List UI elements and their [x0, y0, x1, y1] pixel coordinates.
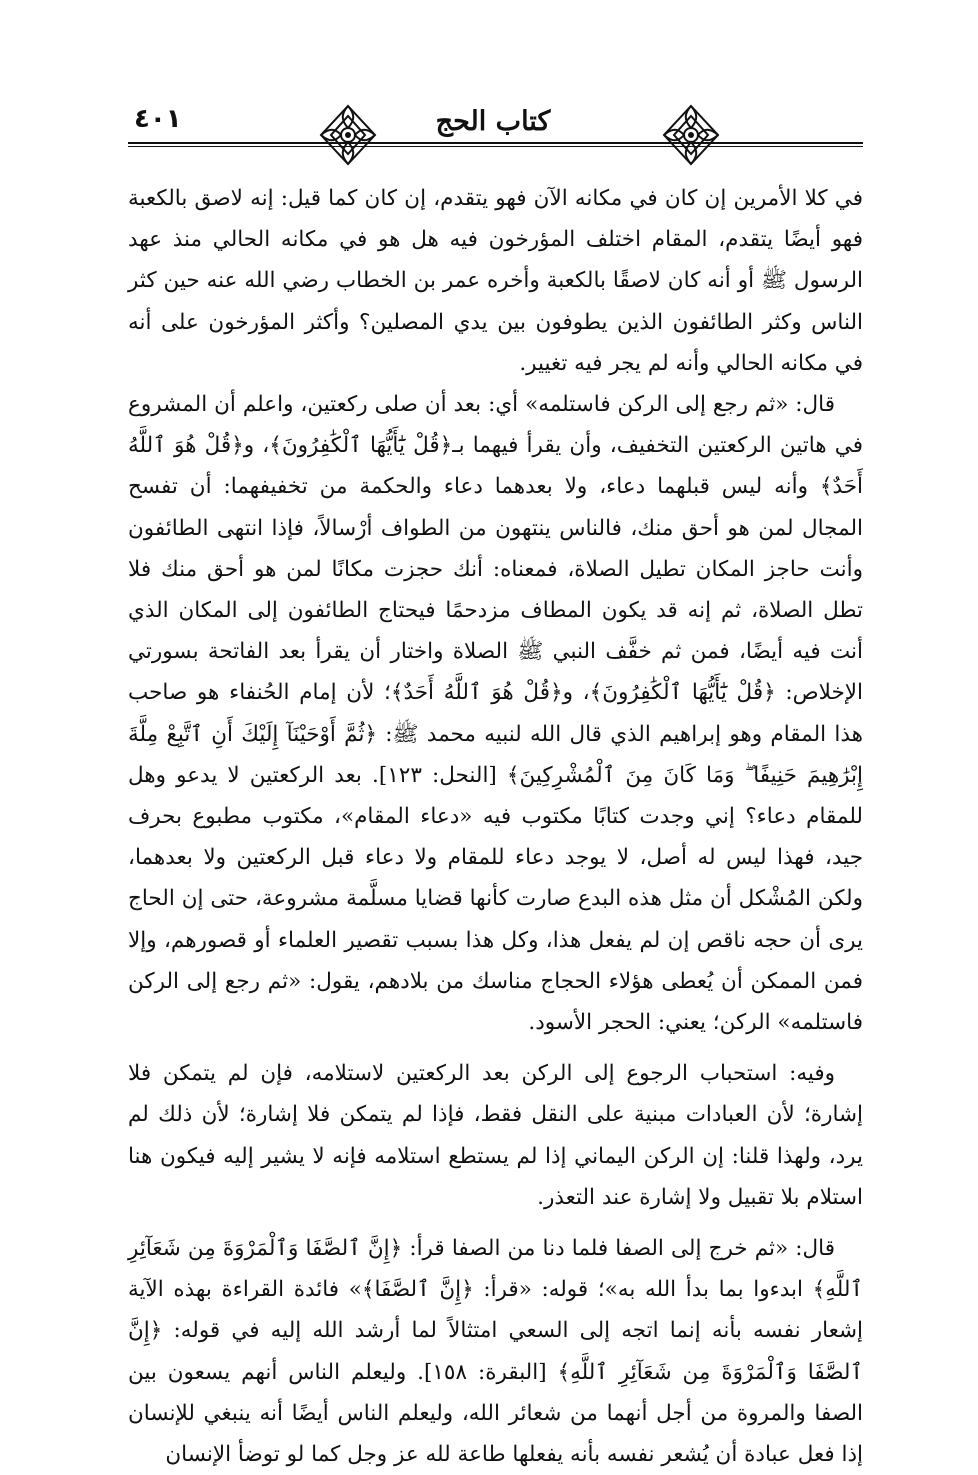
ornament-right-icon	[656, 100, 726, 170]
running-header	[128, 100, 863, 170]
paragraph-2: قال: «ثم رجع إلى الركن فاستلمه» أي: بعد أن صلى ركعتين، واعلم أن المشروع في هاتين الركعتين التخفيف، وأن يقرأ فيهما بـ﴿قُلْ يَٰٓأَيُّهَا ٱلْكَٰفِرُونَ﴾، و﴿قُلْ هُوَ ٱللَّهُ أَحَدٌ﴾ وأنه ليس قبلهما دعاء، ولا بعدهما دعاء والحكمة من تخفيفهما: أن تفسح المجال لمن هو أحق منك، فالناس ينتهون من الطواف أرْسالاً، فإذا انتهى الطائفون وأنت حاجز المكان تطيل الصلاة، فمعناه: أنك حجزت مكانًا لمن هو أحق منك فلا تطل الصلاة، ثم إنه قد يكون المطاف مزدحمًا فيحتاج الطائفون إلى المكان الذي أنت فيه أيضًا، فمن ثم خفَّف النبي ﷺ الصلاة واختار أن يقرأ بعد الفاتحة بسورتي الإخلاص: ﴿قُلْ يَٰٓأَيُّهَا ٱلْكَٰفِرُونَ﴾، و﴿قُلْ هُوَ ٱللَّهُ أَحَدٌ﴾؛ لأن إمام الحُنفاء هو صاحب هذا المقام وهو إبراهيم الذي قال الله لنبيه محمد ﷺ: ﴿ثُمَّ أَوْحَيْنَآ إِلَيْكَ أَنِ ٱتَّبِعْ مِلَّةَ إِبْرَٰهِيمَ حَنِيفًا ۖ وَمَا كَانَ مِنَ ٱلْمُشْرِكِينَ﴾ [النحل: ١٢٣]. بعد الركعتين لا يدعو وهل للمقام دعاء؟ إني وجدت كتابًا مكتوب فيه «دعاء المقام»، مكتوب مطبوع بحرف جيد، فهذا ليس له أصل، لا يوجد دعاء للمقام ولا دعاء قبل الركعتين ولا بعدهما، ولكن المُشْكل أن مثل هذه البدع صارت كأنها قضايا مسلَّمة مشروعة، حتى إن الحاج يرى أن حجه ناقص إن لم يفعل هذا، وكل هذا بسبب تقصير العلماء أو قصورهم، وإلا فمن الممكن أن يُعطى هؤلاء الحجاج مناسك من بلادهم، يقول: «ثم رجع إلى الركن فاستلمه» الركن؛ يعني: الحجر الأسود.	[128, 392, 863, 1036]
page-title: كتاب الحج	[435, 106, 551, 137]
ornament-left-icon	[313, 100, 383, 170]
paragraph-4: قال: «ثم خرج إلى الصفا فلما دنا من الصفا قرأ: ﴿إِنَّ ٱلصَّفَا وَٱلْمَرْوَةَ مِن شَعَآئِرِ ٱللَّهِ﴾ ابدءوا بما بدأ الله به»؛ قوله: «قرأ: ﴿إِنَّ ٱلصَّفَا﴾» فائدة القراءة بهذه الآية إشعار نفسه بأنه إنما اتجه إلى السعي امتثالاً لما أرشد الله إليه في قوله: ﴿إِنَّ ٱلصَّفَا وَٱلْمَرْوَةَ مِن شَعَآئِرِ ٱللَّهِ﴾ [البقرة: ١٥٨]. وليعلم الناس أنهم يسعون بين الصفا والمروة من أجل أنهما من شعائر الله، وليعلم الناس أيضًا أنه ينبغي للإنسان إذا فعل عبادة أن يُشعر نفسه بأنه يفعلها طاعة لله عز وجل كما لو توضأ الإنسان	[128, 1236, 863, 1468]
header-rule	[128, 142, 863, 144]
body-text	[128, 178, 863, 1475]
header-rule-thin	[128, 146, 863, 147]
paragraph-3: وفيه: استحباب الرجوع إلى الركن بعد الركعتين لاستلامه، فإن لم يتمكن فلا إشارة؛ لأن العبادات مبنية على النقل فقط، فإذا لم يتمكن فلا إشارة؛ لأن ذلك لم يرد، ولهذا قلنا: إن الركن اليماني إذا لم يستطع استلامه فإنه لا يشير إليه فيكون هنا استلام بلا تقبيل ولا إشارة عند التعذر.	[128, 1061, 863, 1210]
paragraph-1: في كلا الأمرين إن كان في مكانه الآن فهو يتقدم، إن كان كما قيل: إنه لاصق بالكعبة فهو أيضًا يتقدم، المقام اختلف المؤرخون فيه هل هو في مكانه الحالي منذ عهد الرسول ﷺ أو أنه كان لاصقًا بالكعبة وأخره عمر بن الخطاب رضي الله عنه حين كثر الناس وكثر الطائفون الذين يطوفون بين يدي المصلين؟ وأكثر المؤرخون على أنه في مكانه الحالي وأنه لم يجر فيه تغيير.	[128, 186, 863, 376]
page-number: ٤٠١	[134, 104, 182, 134]
